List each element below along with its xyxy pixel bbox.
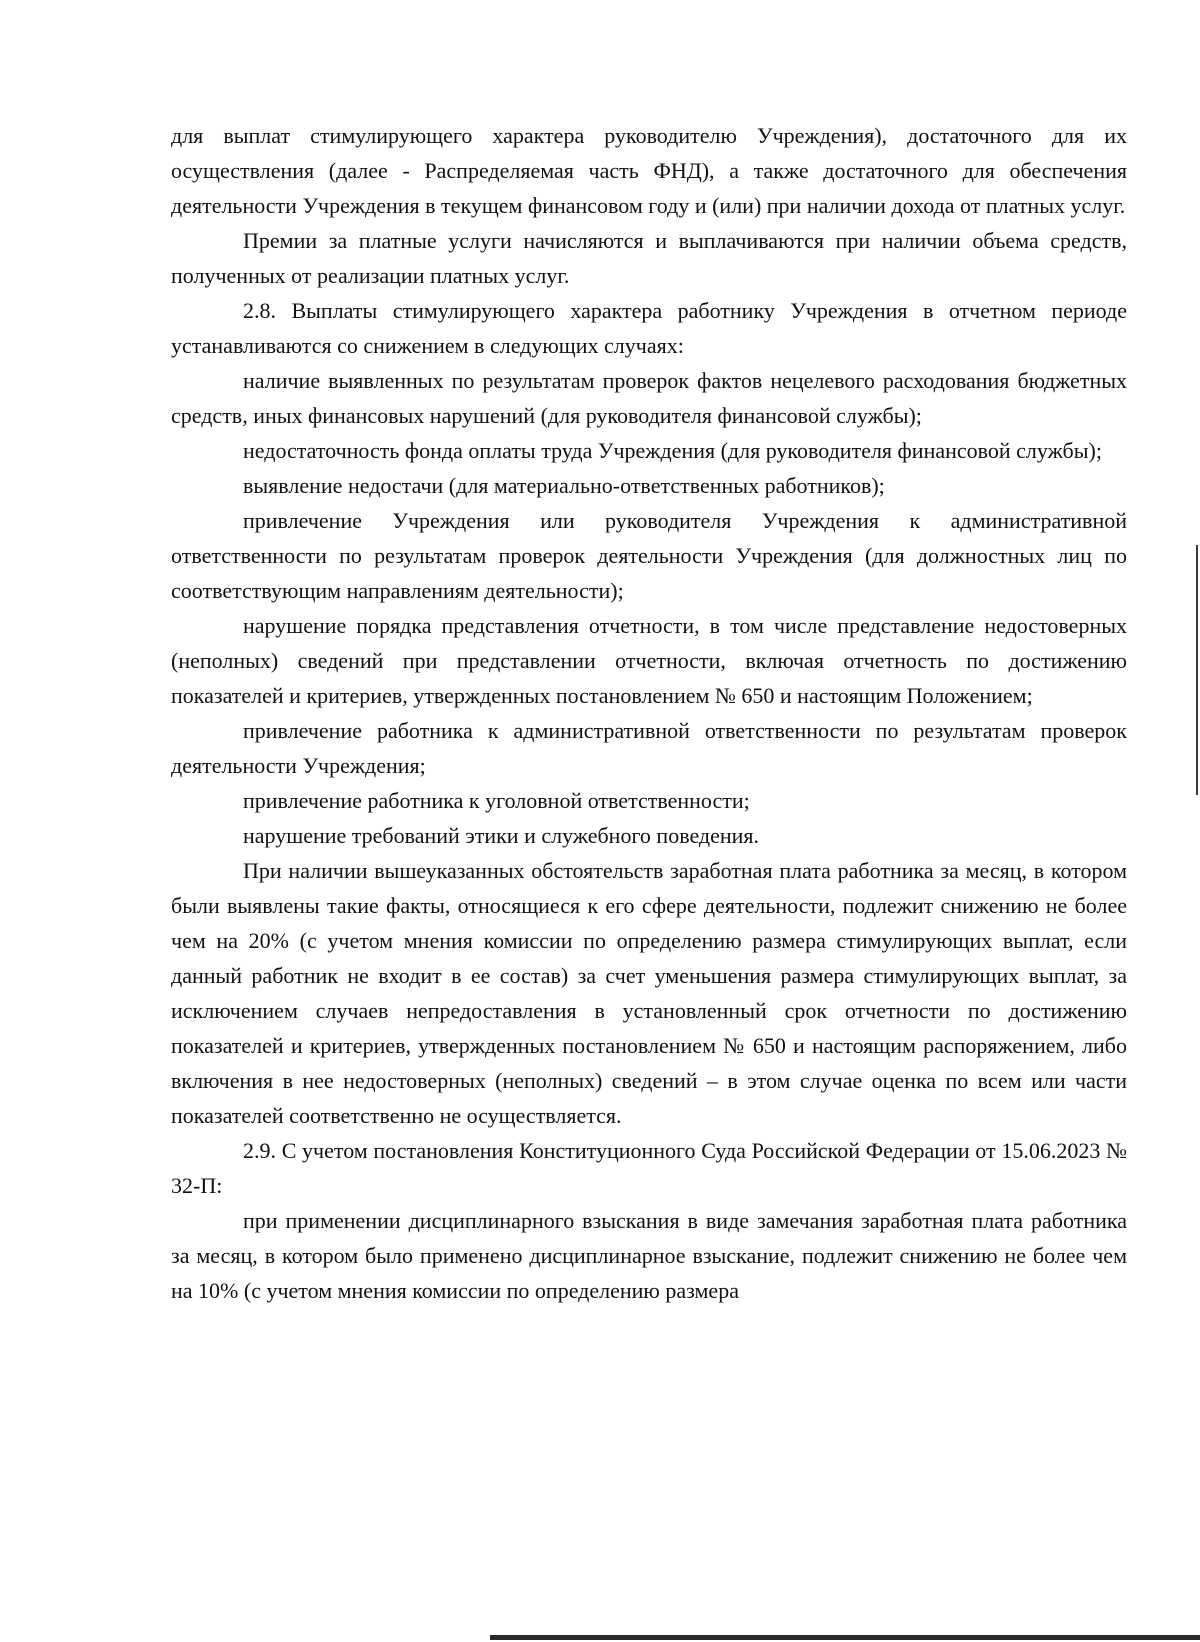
list-item-ethics-violation: нарушение требований этики и служебного поведения. <box>243 823 760 848</box>
scan-bottom-edge <box>490 1635 1200 1640</box>
document-body <box>171 118 1127 1308</box>
paragraph-2-9: 2.9. С учетом постановления Конституционного Суда Российской Федерации от 15.06.2023 № 32-П: <box>171 1138 1127 1198</box>
list-item-criminal-liability: привлечение работника к уголовной ответственности; <box>243 788 750 813</box>
list-item-misuse-of-funds: наличие выявленных по результатам проверок фактов нецелевого расходования бюджетных средств, иных финансовых нарушений (для руководителя финансовой службы); <box>171 368 1127 428</box>
paragraph-paid-services-bonus: Премии за платные услуги начисляются и выплачиваются при наличии объема средств, полученных от реализации платных услуг. <box>171 228 1127 288</box>
list-item-employee-admin-liability: привлечение работника к административной ответственности по результатам проверок деятельности Учреждения; <box>171 718 1127 778</box>
list-item-shortage: выявление недостачи (для материально-ответственных работников); <box>243 473 885 498</box>
paragraph-salary-reduction-20: При наличии вышеуказанных обстоятельств заработная плата работника за месяц, в котором были выявлены такие факты, относящиеся к его сфере деятельности, подлежит снижению не более чем на 20% (с учетом мнения комиссии по определению размера стимулирующих выплат, если данный работник не входит в ее состав) за счет уменьшения размера стимулирующих выплат, за исключением случаев непредоставления в установленный срок отчетности по достижению показателей и критериев, утвержденных постановлением № 650 и настоящим распоряжением, либо включения в нее недостоверных (неполных) сведений – в этом случае оценка по всем или части показателей соответственно не осуществляется. <box>171 858 1127 1128</box>
paragraph-continuation: для выплат стимулирующего характера руководителю Учреждения), достаточного для их осуществления (далее - Распределяемая часть ФНД), а также достаточного для обеспечения деятельности Учреждения в текущем финансовом году и (или) при наличии дохода от платных услуг. <box>171 123 1127 218</box>
list-item-reporting-violation: нарушение порядка представления отчетности, в том числе представление недостоверных (неполных) сведений при представлении отчетности, включая отчетность по достижению показателей и критериев, утвержденных постановлением № 650 и настоящим Положением; <box>171 613 1127 708</box>
list-item-institution-liability: привлечение Учреждения или руководителя Учреждения к административной ответственности по результатам проверок деятельности Учреждения (для должностных лиц по соответствующим направлениям деятельности); <box>171 508 1127 603</box>
list-item-insufficient-payroll-fund: недостаточность фонда оплаты труда Учреждения (для руководителя финансовой службы); <box>243 438 1102 463</box>
paragraph-2-8: 2.8. Выплаты стимулирующего характера работнику Учреждения в отчетном периоде устанавливаются со снижением в следующих случаях: <box>171 298 1127 358</box>
paragraph-disciplinary-reduction-10: при применении дисциплинарного взыскания в виде замечания заработная плата работника за месяц, в котором было применено дисциплинарное взыскание, подлежит снижению не более чем на 10% (с учетом мнения комиссии по определению размера <box>171 1208 1127 1303</box>
scan-edge-mark <box>1196 545 1198 795</box>
